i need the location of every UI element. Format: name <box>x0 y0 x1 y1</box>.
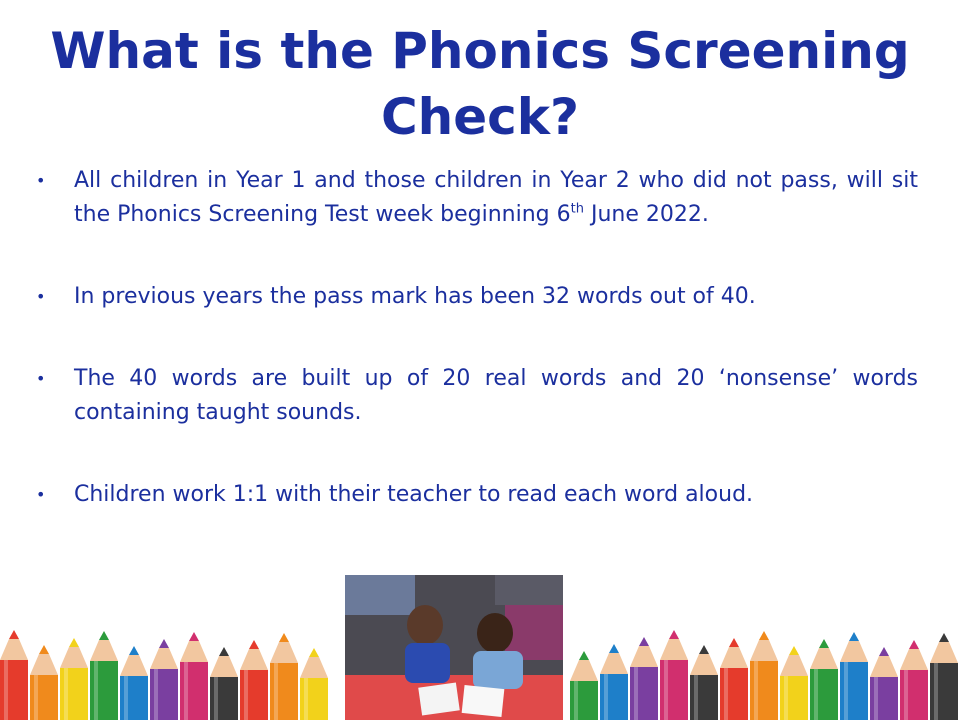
pencil-icon <box>30 645 58 720</box>
pencil-icon <box>210 647 238 720</box>
pencil-icon <box>750 631 778 720</box>
pencil-icon <box>720 638 748 720</box>
pencil-icon <box>270 633 298 720</box>
pencil-icon <box>150 639 178 720</box>
pencil-icon <box>60 638 88 720</box>
pencil-icon <box>660 630 688 720</box>
pencil-icon <box>0 630 28 720</box>
bullet-dot-icon: • <box>36 287 46 306</box>
pencil-icon <box>690 645 718 720</box>
pencil-icon <box>900 640 928 720</box>
pencil-icon <box>240 640 268 720</box>
pencil-icon <box>930 633 958 720</box>
bullet-item <box>30 164 918 232</box>
bullet-list <box>30 164 918 560</box>
pencil-icon <box>570 651 598 720</box>
bullet-item <box>30 280 918 314</box>
classroom-photo <box>345 575 563 720</box>
bullet-item <box>30 478 918 512</box>
pencil-icon <box>300 648 328 720</box>
slide-title: What is the Phonics Screening Check? <box>50 22 910 146</box>
bullet-dot-icon: • <box>36 369 46 388</box>
pencil-icon <box>780 646 808 720</box>
pencil-icon <box>90 631 118 720</box>
pencil-icon <box>870 647 898 720</box>
bullet-text: The 40 words are built up of 20 real words and 20 ‘nonsense’ words containing taught sounds. <box>74 366 918 425</box>
bullet-text: All children in Year 1 and those children in Year 2 who did not pass, will sit the Phonics Screening Test week beginning 6 <box>74 168 918 227</box>
pencil-icon <box>600 644 628 720</box>
pencil-icon <box>120 646 148 720</box>
bullet-text: Children work 1:1 with their teacher to read each word aloud. <box>74 482 754 507</box>
bullet-text: In previous years the pass mark has been 32 words out of 40. <box>74 284 756 309</box>
bullet-dot-icon: • <box>36 485 46 504</box>
bullet-item <box>30 362 918 430</box>
pencil-icon <box>180 632 208 720</box>
bullet-text-end: June 2022. <box>583 202 709 227</box>
pencil-icon <box>630 637 658 720</box>
ordinal-suffix: th <box>570 201 584 217</box>
pencil-icon <box>810 639 838 720</box>
pencil-icon <box>840 632 868 720</box>
bullet-dot-icon: • <box>36 171 46 190</box>
